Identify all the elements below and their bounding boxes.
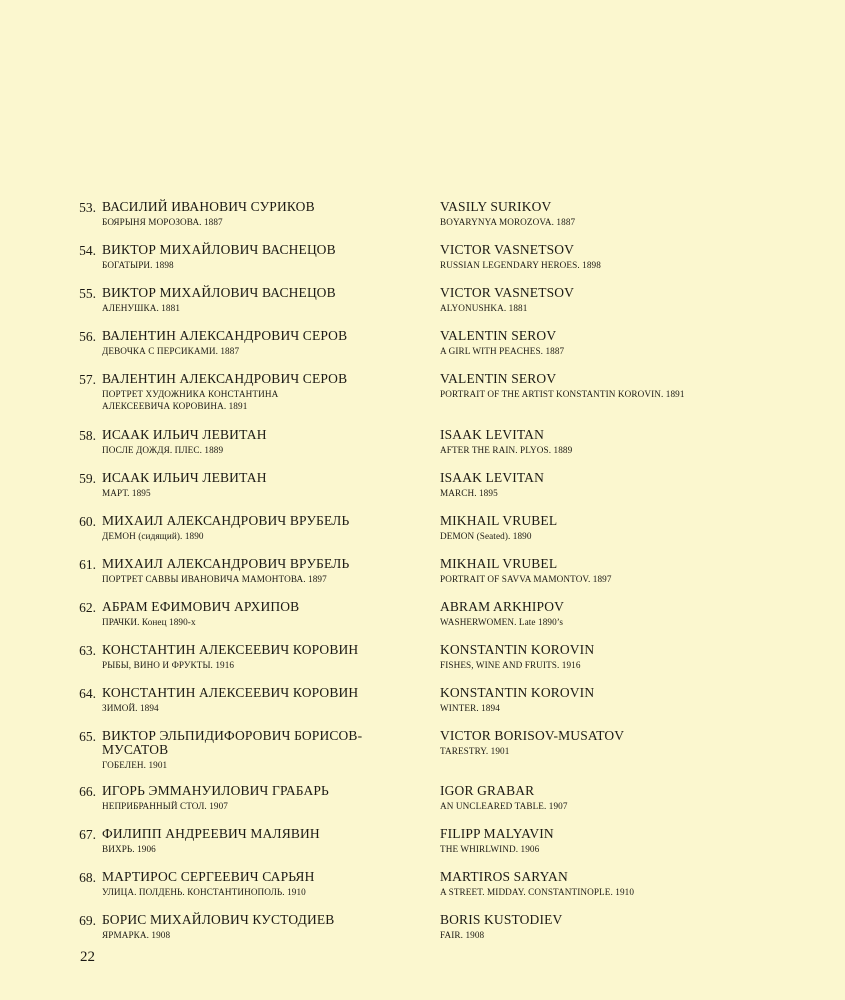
- artwork-title-en: TARESTRY. 1901: [440, 746, 510, 756]
- artwork-title-en: AN UNCLEARED TABLE. 1907: [440, 801, 568, 811]
- entry-english: [440, 557, 840, 585]
- entry-russian: [102, 514, 402, 542]
- artwork-title-en: PORTRAIT OF THE ARTIST KONSTANTIN KOROVIN. 1891: [440, 389, 685, 399]
- artwork-title-ru: ЯРМАРКА. 1908: [102, 930, 171, 940]
- entry-russian: [102, 471, 402, 499]
- artist-name-en: VALENTIN SEROV: [440, 328, 557, 343]
- entry-english: [440, 827, 840, 855]
- entry-russian: [102, 243, 402, 271]
- entry-russian: [102, 643, 402, 671]
- artist-name-ru: ВИКТОР МИХАЙЛОВИЧ ВАСНЕЦОВ: [102, 285, 336, 300]
- artwork-title-en: DEMON (Seated). 1890: [440, 531, 532, 541]
- entry-number: 64.: [79, 686, 96, 701]
- artwork-title-ru: ПОСЛЕ ДОЖДЯ. ПЛЕС. 1889: [102, 445, 224, 455]
- artwork-title-en: FAIR. 1908: [440, 930, 485, 940]
- entry-number: 59.: [79, 471, 96, 486]
- artwork-title-en: A GIRL WITH PEACHES. 1887: [440, 346, 565, 356]
- artist-name-ru: АБРАМ ЕФИМОВИЧ АРХИПОВ: [102, 599, 300, 614]
- entry-number: 63.: [79, 643, 96, 658]
- entry-english: [440, 600, 840, 628]
- artist-name-en: ABRAM ARKHIPOV: [440, 599, 564, 614]
- entry-english: [440, 200, 840, 228]
- entry-number: 67.: [79, 827, 96, 842]
- artwork-title-ru: АЛЕКСЕЕВИЧА КОРОВИНА. 1891: [102, 401, 248, 411]
- entry-number: 54.: [79, 243, 96, 258]
- entry-english: [440, 329, 840, 357]
- artist-name-en: MARTIROS SARYAN: [440, 869, 568, 884]
- artwork-title-en: BOYARYNYA MOROZOVA. 1887: [440, 217, 576, 227]
- page-number: 22: [80, 949, 95, 965]
- artist-name-ru: БОРИС МИХАЙЛОВИЧ КУСТОДИЕВ: [102, 912, 335, 927]
- entry-english: [440, 514, 840, 542]
- entry-english: [440, 286, 840, 314]
- artwork-title-ru: РЫБЫ, ВИНО И ФРУКТЫ. 1916: [102, 660, 235, 670]
- artist-name-en: BORIS KUSTODIEV: [440, 912, 563, 927]
- artist-name-ru: ВАЛЕНТИН АЛЕКСАНДРОВИЧ СЕРОВ: [102, 371, 348, 386]
- entry-number: 65.: [79, 729, 96, 744]
- entry-english: [440, 870, 840, 898]
- artwork-title-ru: НЕПРИБРАННЫЙ СТОЛ. 1907: [102, 801, 228, 811]
- entry-english: [440, 243, 840, 271]
- entry-russian: [102, 729, 402, 771]
- entry-russian: [102, 200, 402, 228]
- entry-russian: [102, 329, 402, 357]
- artwork-title-ru: ПОРТРЕТ ХУДОЖНИКА КОНСТАНТИНА: [102, 389, 279, 399]
- artist-name-en: KONSTANTIN KOROVIN: [440, 685, 595, 700]
- entry-english: [440, 913, 840, 941]
- artwork-title-ru: БОЯРЫНЯ МОРОЗОВА. 1887: [102, 217, 223, 227]
- artwork-title-ru: ДЕВОЧКА С ПЕРСИКАМИ. 1887: [102, 346, 240, 356]
- entry-russian: [102, 784, 402, 812]
- entry-russian: [102, 286, 402, 314]
- artwork-title-en: RUSSIAN LEGENDARY HEROES. 1898: [440, 260, 601, 270]
- artwork-title-ru: УЛИЦА. ПОЛДЕНЬ. КОНСТАНТИНОПОЛЬ. 1910: [102, 887, 306, 897]
- artist-name-en: FILIPP MALYAVIN: [440, 826, 554, 841]
- entry-english: [440, 428, 840, 456]
- entry-number: 66.: [79, 784, 96, 799]
- entry-english: [440, 643, 840, 671]
- artwork-title-ru: МАРТ. 1895: [102, 488, 151, 498]
- entry-russian: [102, 870, 402, 898]
- artwork-title-en: ALYONUSHKA. 1881: [440, 303, 528, 313]
- entry-number: 58.: [79, 428, 96, 443]
- artwork-title-en: AFTER THE RAIN. PLYOS. 1889: [440, 445, 573, 455]
- entry-number: 55.: [79, 286, 96, 301]
- entry-russian: [102, 913, 402, 941]
- entry-number: 57.: [79, 372, 96, 387]
- artist-name-ru: ВАЛЕНТИН АЛЕКСАНДРОВИЧ СЕРОВ: [102, 328, 348, 343]
- entry-english: [440, 372, 840, 400]
- entry-number: 56.: [79, 329, 96, 344]
- artist-name-en: ISAAK LEVITAN: [440, 470, 544, 485]
- artist-name-ru: МИХАИЛ АЛЕКСАНДРОВИЧ ВРУБЕЛЬ: [102, 556, 350, 571]
- entry-russian: [102, 686, 402, 714]
- entry-russian: [102, 428, 402, 456]
- artwork-title-ru: ПРАЧКИ. Конец 1890-х: [102, 617, 196, 627]
- artist-name-ru: ИГОРЬ ЭММАНУИЛОВИЧ ГРАБАРЬ: [102, 783, 329, 798]
- artwork-title-en: WINTER. 1894: [440, 703, 500, 713]
- artist-name-ru: ИСААК ИЛЬИЧ ЛЕВИТАН: [102, 470, 267, 485]
- entry-russian: [102, 600, 402, 628]
- artwork-title-en: THE WHIRLWIND. 1906: [440, 844, 540, 854]
- entry-english: [440, 784, 840, 812]
- entry-russian: [102, 372, 402, 412]
- entry-number: 69.: [79, 913, 96, 928]
- artwork-title-en: WASHERWOMEN. Late 1890’s: [440, 617, 564, 627]
- artwork-title-en: PORTRAIT OF SAVVA MAMONTOV. 1897: [440, 574, 612, 584]
- artist-name-en: VICTOR VASNETSOV: [440, 285, 575, 300]
- artist-name-ru: ВИКТОР МИХАЙЛОВИЧ ВАСНЕЦОВ: [102, 242, 336, 257]
- artist-name-en: VASILY SURIKOV: [440, 199, 552, 214]
- artwork-title-en: A STREET. MIDDAY. CONSTANTINOPLE. 1910: [440, 887, 635, 897]
- artwork-title-ru: БОГАТЫРИ. 1898: [102, 260, 174, 270]
- artwork-title-ru: ЗИМОЙ. 1894: [102, 703, 159, 713]
- artist-name-en: IGOR GRABAR: [440, 783, 535, 798]
- artist-name-ru: ВАСИЛИЙ ИВАНОВИЧ СУРИКОВ: [102, 199, 315, 214]
- artist-name-en: VALENTIN SEROV: [440, 371, 557, 386]
- artwork-title-ru: ДЕМОН (сидящий). 1890: [102, 531, 204, 541]
- entry-english: [440, 729, 840, 757]
- entry-russian: [102, 827, 402, 855]
- artist-name-ru: МАРТИРОС СЕРГЕЕВИЧ САРЬЯН: [102, 869, 315, 884]
- artwork-title-ru: ПОРТРЕТ САВВЫ ИВАНОВИЧА МАМОНТОВА. 1897: [102, 574, 327, 584]
- entry-number: 60.: [79, 514, 96, 529]
- entry-english: [440, 686, 840, 714]
- artist-name-en: ISAAK LEVITAN: [440, 427, 544, 442]
- artwork-title-ru: АЛЕНУШКА. 1881: [102, 303, 181, 313]
- artist-name-ru: КОНСТАНТИН АЛЕКСЕЕВИЧ КОРОВИН: [102, 685, 359, 700]
- artist-name-en: KONSTANTIN KOROVIN: [440, 642, 595, 657]
- artwork-title-ru: ГОБЕЛЕН. 1901: [102, 760, 168, 770]
- artist-name-ru: ВИКТОР ЭЛЬПИДИФОРОВИЧ БОРИСОВ-МУСАТОВ: [102, 728, 363, 757]
- entry-number: 62.: [79, 600, 96, 615]
- artwork-title-ru: ВИХРЬ. 1906: [102, 844, 156, 854]
- artist-name-ru: ФИЛИПП АНДРЕЕВИЧ МАЛЯВИН: [102, 826, 320, 841]
- artist-name-en: VICTOR VASNETSOV: [440, 242, 575, 257]
- artist-name-en: MIKHAIL VRUBEL: [440, 556, 558, 571]
- entry-number: 68.: [79, 870, 96, 885]
- entry-number: 61.: [79, 557, 96, 572]
- artwork-title-en: FISHES, WINE AND FRUITS. 1916: [440, 660, 581, 670]
- artist-name-ru: ИСААК ИЛЬИЧ ЛЕВИТАН: [102, 427, 267, 442]
- entry-number: 53.: [79, 200, 96, 215]
- artist-name-en: VICTOR BORISOV-MUSATOV: [440, 728, 625, 743]
- entry-english: [440, 471, 840, 499]
- artwork-title-en: MARCH. 1895: [440, 488, 498, 498]
- artist-name-ru: КОНСТАНТИН АЛЕКСЕЕВИЧ КОРОВИН: [102, 642, 359, 657]
- artist-name-en: MIKHAIL VRUBEL: [440, 513, 558, 528]
- entry-russian: [102, 557, 402, 585]
- artist-name-ru: МИХАИЛ АЛЕКСАНДРОВИЧ ВРУБЕЛЬ: [102, 513, 350, 528]
